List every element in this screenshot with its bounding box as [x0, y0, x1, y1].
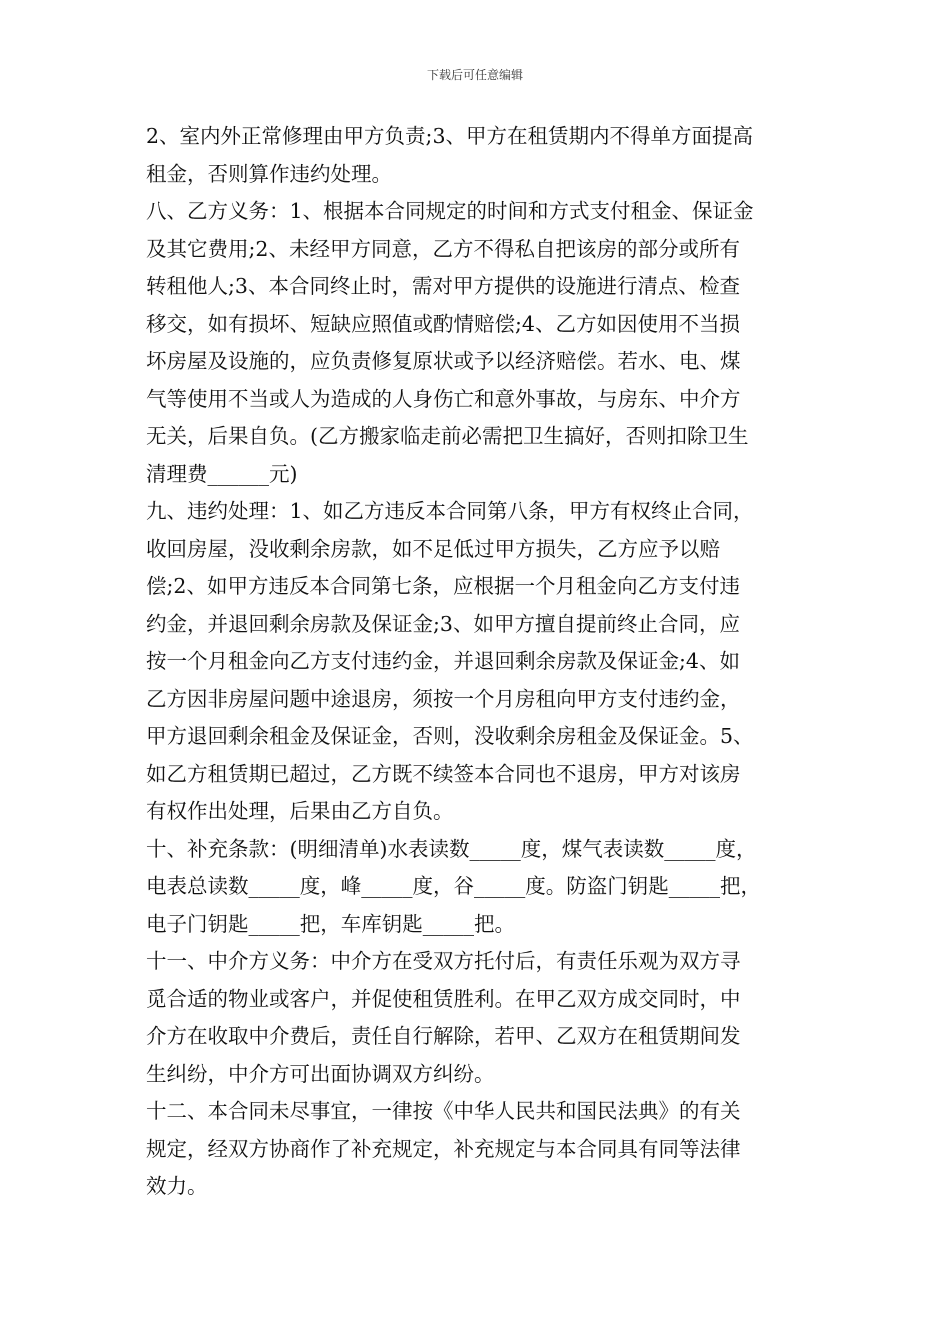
text-line: 转租他人;3、本合同终止时，需对甲方提供的设施进行清点、检查 [146, 274, 740, 298]
text-line: 如乙方租赁期已超过，乙方既不续签本合同也不退房，甲方对该房 [146, 761, 741, 786]
text-line: 移交，如有损坏、短缺应照值或酌情赔偿;4、乙方如因使用不当损 [146, 311, 740, 336]
text-line: 按一个月租金向乙方支付违约金，并退回剩余房款及保证金;4、如 [146, 649, 740, 673]
text-line: 收回房屋，没收剩余房款，如不足低过甲方损失，乙方应予以赔 [146, 536, 720, 561]
text-line: 十一、中介方义务：中介方在受双方托付后，有责任乐观为双方寻 [146, 949, 741, 973]
text-line: 2、室内外正常修理由甲方负责;3、甲方在租赁期内不得单方面提高 [146, 124, 753, 148]
text-line: 偿;2、如甲方违反本合同第七条，应根据一个月租金向乙方支付违 [146, 574, 740, 598]
text-line: 觅合适的物业或客户，并促使租赁胜利。在甲乙双方成交同时，中 [146, 986, 741, 1011]
text-line: 电表总读数_____度，峰_____度，谷_____度。防盗门钥匙_____把， [146, 874, 761, 898]
text-line: 坏房屋及设施的，应负责修复原状或予以经济赔偿。若水、电、煤 [146, 349, 741, 373]
page-header: 下载后可任意编辑 [426, 68, 523, 82]
text-line: 电子门钥匙_____把，车库钥匙_____把。 [146, 911, 515, 936]
text-line: 效力。 [146, 1174, 208, 1198]
text-line: 八、乙方义务：1、根据本合同规定的时间和方式支付租金、保证金 [146, 199, 754, 223]
text-line: 有权作出处理，后果由乙方自负。 [146, 799, 454, 823]
text-line: 及其它费用;2、未经甲方同意，乙方不得私自把该房的部分或所有 [146, 236, 740, 261]
text-line: 气等使用不当或人为造成的人身伤亡和意外事故，与房东、中介方 [146, 386, 741, 411]
text-line: 十二、本合同未尽事宜，一律按《中华人民共和国民法典》的有关 [146, 1099, 741, 1123]
contract-body [146, 118, 818, 1206]
text-line: 规定，经双方协商作了补充规定，补充规定与本合同具有同等法律 [146, 1136, 741, 1161]
text-line: 清理费______元) [146, 461, 298, 486]
text-line: 九、违约处理：1、如乙方违反本合同第八条，甲方有权终止合同， [146, 499, 754, 523]
text-line: 介方在收取中介费后，责任自行解除，若甲、乙双方在租赁期间发 [146, 1024, 741, 1048]
text-line: 无关，后果自负。(乙方搬家临走前必需把卫生搞好，否则扣除卫生 [146, 424, 749, 448]
text-line: 乙方因非房屋问题中途退房，须按一个月房租向甲方支付违约金， [146, 686, 741, 711]
text-line: 租金，否则算作违约处理。 [146, 161, 392, 186]
text-line: 甲方退回剩余租金及保证金，否则，没收剩余房租金及保证金。5、 [146, 724, 754, 748]
text-line: 生纠纷，中介方可出面协调双方纠纷。 [146, 1061, 495, 1086]
text-line: 十、补充条款：(明细清单)水表读数_____度，煤气表读数_____度， [146, 836, 757, 861]
text-line: 约金，并退回剩余房款及保证金;3、如甲方擅自提前终止合同，应 [146, 611, 740, 636]
